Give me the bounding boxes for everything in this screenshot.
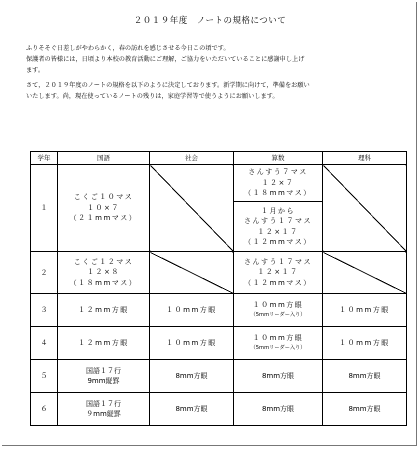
shakai-empty-cell: [150, 252, 234, 294]
kokugo-line: こくご１０マス: [73, 193, 134, 202]
sansu-line: さんすう７マス: [248, 168, 308, 177]
shakai-cell: 8mm方眼: [150, 393, 234, 426]
kokugo-cell: [58, 360, 150, 393]
sansu-line: １０mm方眼: [252, 300, 304, 309]
rika-cell: １０mm方眼: [323, 294, 407, 327]
kokugo-line: 国語１７行: [86, 366, 121, 375]
notebook-spec-table: [30, 151, 407, 426]
sansu-line: １２×１７: [257, 268, 299, 277]
sansu-line: さんすう１７マス: [244, 217, 312, 225]
paragraph-announcement: さて，２０１９年度のノートの規格を以下のように決定しております。新学期に向けて，準備をお願い: [26, 82, 310, 89]
table-row: [31, 360, 407, 393]
grade-cell: ５: [31, 360, 58, 393]
table-row: [31, 393, 407, 426]
sansu-cell: [234, 327, 323, 360]
kokugo-line: １２×８: [87, 268, 120, 277]
header-shakai: 社会: [150, 152, 234, 165]
kokugo-cell: １２mm方眼: [58, 327, 150, 360]
rika-cell: 8mm方眼: [323, 393, 407, 426]
paragraph-thanks-cont: ます。: [26, 67, 45, 74]
rika-cell: １０mm方眼: [323, 327, 407, 360]
header-grade: 学年: [31, 152, 58, 165]
document-title: ２０１９年度 ノートの規格について: [133, 16, 287, 26]
table-row: [31, 294, 407, 327]
kokugo-cell: [58, 252, 150, 294]
shakai-cell: 8mm方眼: [150, 360, 234, 393]
rika-empty-cell: [323, 165, 407, 252]
sansu-line: １月から: [261, 206, 295, 215]
sansu-line: （１８mmマス）: [244, 189, 312, 198]
shakai-empty-cell: [150, 165, 234, 252]
paragraph-thanks: 保護者の皆様には，日頃より本校の教育活動にご理解，ご協力をいただいていることに感謝申し上げ: [26, 56, 305, 63]
grade-cell: ３: [31, 294, 58, 327]
kokugo-line: 国語１７行: [86, 399, 121, 408]
header-kokugo: 国語: [58, 152, 150, 165]
sansu-cell: [234, 252, 323, 294]
paragraph-announcement-cont: いたします。尚，現在使っているノートの残りは，家庭学習等で使うようにお願いします。: [26, 93, 279, 100]
sansu-line: １０mm方眼: [252, 333, 304, 342]
grade-cell: ４: [31, 327, 58, 360]
kokugo-cell: [58, 393, 150, 426]
kokugo-line: ９mm縦罫: [86, 410, 121, 418]
kokugo-line: 9mm縦罫: [87, 377, 120, 385]
kokugo-line: （２１mmマス）: [69, 214, 138, 223]
sansu-cell: [234, 294, 323, 327]
sansu-line: （１２mmマス）: [244, 278, 312, 287]
grade-cell: ２: [31, 252, 58, 294]
paragraph-greeting: ふりそそぐ日差しがやわらかく，春の訪れを感じさせる今日この頃です。: [26, 45, 230, 52]
table-row: [31, 327, 407, 360]
table-header-row: [31, 152, 407, 165]
kokugo-cell: １２mm方眼: [58, 294, 150, 327]
sansu-note: （5mmリーダー入り）: [250, 312, 306, 318]
sansu-cell: 8mm方眼: [234, 360, 323, 393]
sansu-line: （１２mmマス）: [244, 238, 312, 246]
table-row: [31, 165, 407, 202]
grade-cell: ６: [31, 393, 58, 426]
header-rika: 理科: [323, 152, 407, 165]
sansu-line: １２×７: [261, 178, 295, 187]
shakai-cell: １０mm方眼: [150, 294, 234, 327]
sansu-line: １２×１７: [257, 227, 299, 236]
sansu-cell: [234, 202, 323, 252]
kokugo-line: （１８mmマス）: [69, 278, 138, 287]
grade-cell: １: [31, 165, 58, 252]
table-row: [31, 252, 407, 294]
kokugo-line: こくご１２マス: [73, 257, 134, 266]
sansu-cell: [234, 165, 323, 202]
shakai-cell: １０mm方眼: [150, 327, 234, 360]
sansu-cell: 8mm方眼: [234, 393, 323, 426]
kokugo-cell: [58, 165, 150, 252]
rika-empty-cell: [323, 252, 407, 294]
kokugo-line: １０×７: [87, 203, 120, 212]
sansu-note: （5mmリーダー入り）: [250, 345, 306, 351]
sansu-line: さんすう１７マス: [244, 257, 312, 266]
header-sansu: 算数: [234, 152, 323, 165]
rika-cell: 8mm方眼: [323, 360, 407, 393]
